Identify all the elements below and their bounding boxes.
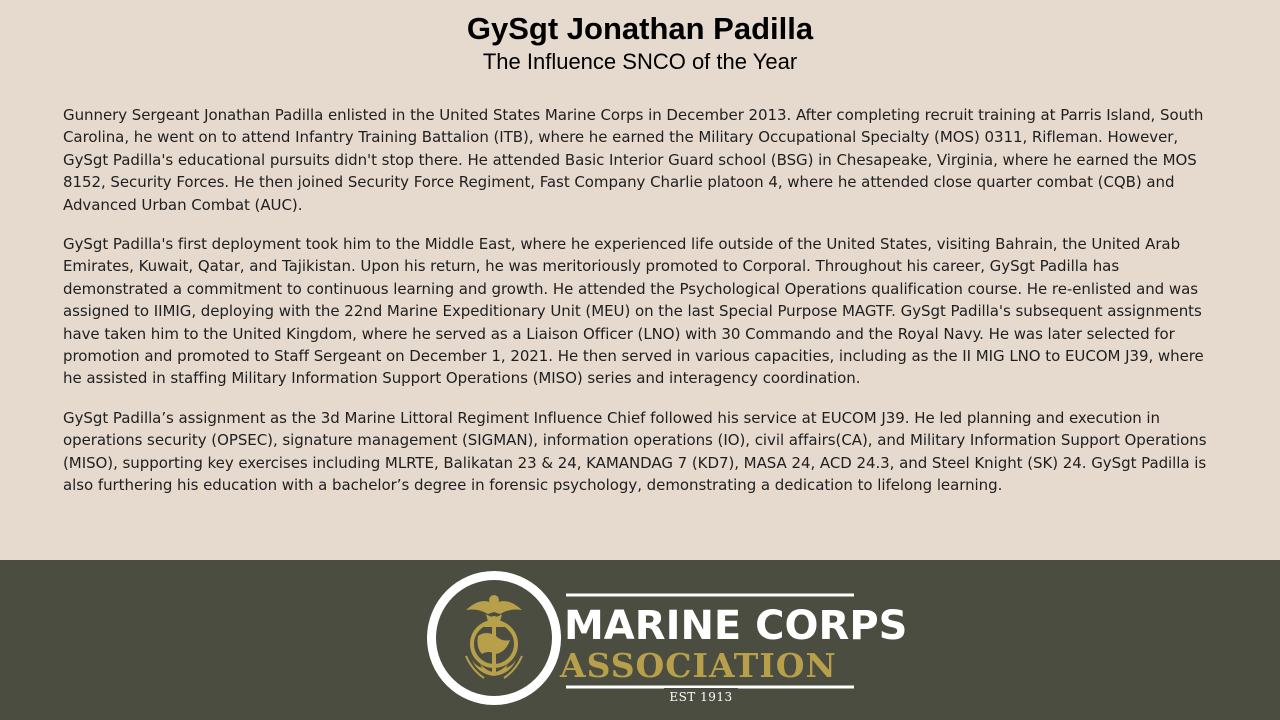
biography-text [63, 104, 1223, 514]
page-subtitle: The Influence SNCO of the Year [482, 49, 798, 74]
page-title: GySgt Jonathan Padilla [466, 11, 814, 46]
paragraph-3: GySgt Padilla’s assignment as the 3d Marine Littoral Regiment Influence Chief followed his service at EUCOM J39. He led planning and execution in operations security (OPSEC), signature management (SIGMAN), information operations (IO), civil affairs(CA), and Military Information Support Operations (MISO), supporting key exercises including MLRTE, Balikatan 23 & 24, KAMANDAG 7 (KD7), MASA 24, ACD 24.3, and Steel Knight (SK) 24. GySgt Padilla is also furthering his education with a bachelor’s degree in forensic psychology, demonstrating a dedication to lifelong learning. [63, 408, 1207, 495]
footer-band [0, 560, 1280, 720]
logo-text-association: ASSOCIATION [560, 646, 837, 685]
logo-text-marine-corps: MARINE CORPS [564, 603, 908, 649]
mca-logo [426, 570, 908, 708]
logo-est-badge: EST 1913 [664, 688, 738, 706]
paragraph-1: Gunnery Sergeant Jonathan Padilla enlisted in the United States Marine Corps in December 2013. After completing recruit training at Parris Island, South Carolina, he went on to attend Infantry Training Battalion (ITB), where he earned the Military Occupational Specialty (MOS) 0311, Rifleman. However, GySgt Padilla's educational pursuits didn't stop there. He attended Basic Interior Guard school (BSG) in Chesapeake, Virginia, where he earned the MOS 8152, Security Forces. He then joined Security Force Regiment, Fast Company Charlie platoon 4, where he attended close quarter combat (CQB) and Advanced Urban Combat (AUC). [63, 106, 1204, 214]
header [0, 10, 1280, 76]
paragraph-2: GySgt Padilla's first deployment took him to the Middle East, where he experienced life outside of the United States, visiting Bahrain, the United Arab Emirates, Kuwait, Qatar, and Tajikistan. Upon his return, he was meritoriously promoted to Corporal. Throughout his career, GySgt Padilla has demonstrated a commitment to continuous learning and growth. He attended the Psychological Operations qualification course. He re-enlisted and was assigned to IIMIG, deploying with the 22nd Marine Expeditionary Unit (MEU) on the last Special Purpose MAGTF. GySgt Padilla's subsequent assignments have taken him to the United Kingdom, where he served as a Liaison Officer (LNO) with 30 Commando and the Royal Navy. He was later selected for promotion and promoted to Staff Sergeant on December 1, 2021. He then served in various capacities, including as the II MIG LNO to EUCOM J39, where he assisted in staffing Military Information Support Operations (MISO) series and interagency coordination. [63, 235, 1204, 388]
